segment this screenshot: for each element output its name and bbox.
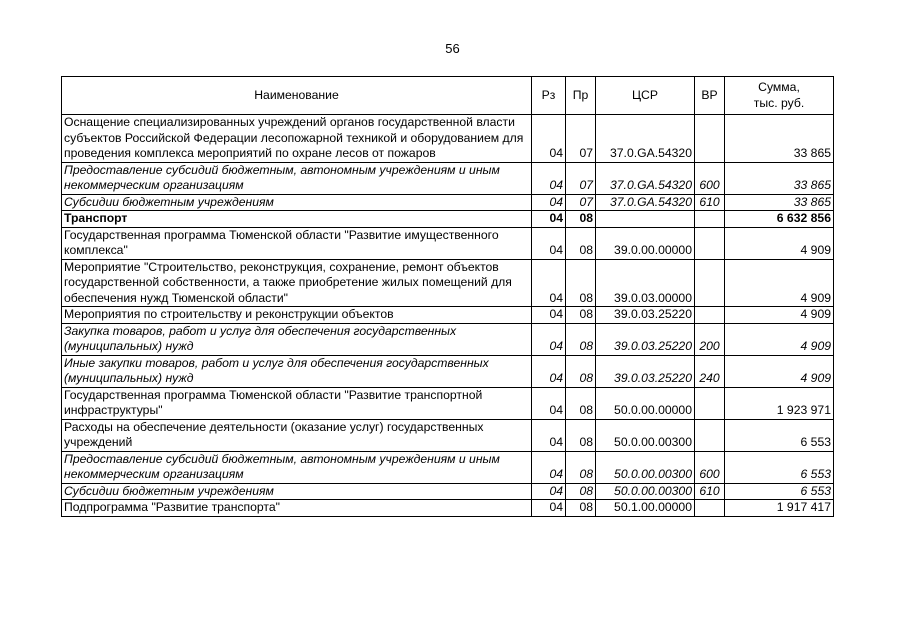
row-name: Транспорт bbox=[62, 211, 532, 228]
row-csr: 50.0.00.00300 bbox=[596, 419, 695, 451]
table-row bbox=[62, 227, 834, 259]
table-row bbox=[62, 500, 834, 517]
row-rz: 04 bbox=[532, 451, 566, 483]
row-vr bbox=[695, 115, 725, 163]
row-pr: 07 bbox=[566, 115, 596, 163]
row-vr bbox=[695, 227, 725, 259]
table-row bbox=[62, 483, 834, 500]
row-vr: 600 bbox=[695, 451, 725, 483]
row-csr: 39.0.03.00000 bbox=[596, 259, 695, 307]
row-pr: 08 bbox=[566, 483, 596, 500]
table-row bbox=[62, 162, 834, 194]
row-sum: 33 865 bbox=[725, 115, 834, 163]
row-name: Подпрограмма "Развитие транспорта" bbox=[62, 500, 532, 517]
row-vr bbox=[695, 259, 725, 307]
row-csr: 39.0.03.25220 bbox=[596, 307, 695, 324]
row-rz: 04 bbox=[532, 194, 566, 211]
row-csr: 39.0.00.00000 bbox=[596, 227, 695, 259]
header-row bbox=[62, 77, 834, 115]
row-rz: 04 bbox=[532, 419, 566, 451]
row-name: Государственная программа Тюменской области "Развитие имущественного комплекса" bbox=[62, 227, 532, 259]
budget-table bbox=[61, 76, 834, 517]
row-csr: 50.0.00.00000 bbox=[596, 387, 695, 419]
row-csr bbox=[596, 211, 695, 228]
row-pr: 07 bbox=[566, 162, 596, 194]
table-row bbox=[62, 451, 834, 483]
row-name: Субсидии бюджетным учреждениям bbox=[62, 483, 532, 500]
row-pr: 08 bbox=[566, 259, 596, 307]
row-csr: 39.0.03.25220 bbox=[596, 355, 695, 387]
row-pr: 08 bbox=[566, 387, 596, 419]
row-sum: 4 909 bbox=[725, 307, 834, 324]
row-sum: 6 632 856 bbox=[725, 211, 834, 228]
page-number: 56 bbox=[445, 41, 460, 56]
row-csr: 50.0.00.00300 bbox=[596, 451, 695, 483]
row-name: Предоставление субсидий бюджетным, автономным учреждениям и иным некоммерческим организациям bbox=[62, 451, 532, 483]
row-name: Государственная программа Тюменской области "Развитие транспортной инфраструктуры" bbox=[62, 387, 532, 419]
header-vr: ВР bbox=[695, 77, 725, 115]
row-sum: 1 923 971 bbox=[725, 387, 834, 419]
row-vr bbox=[695, 500, 725, 517]
header-rz: Рз bbox=[532, 77, 566, 115]
row-name: Предоставление субсидий бюджетным, автономным учреждениям и иным некоммерческим организациям bbox=[62, 162, 532, 194]
row-pr: 08 bbox=[566, 227, 596, 259]
row-vr bbox=[695, 387, 725, 419]
row-pr: 08 bbox=[566, 211, 596, 228]
header-csr: ЦСР bbox=[596, 77, 695, 115]
header-pr: Пр bbox=[566, 77, 596, 115]
row-vr: 600 bbox=[695, 162, 725, 194]
header-sum: Сумма, тыс. руб. bbox=[725, 77, 834, 115]
row-rz: 04 bbox=[532, 323, 566, 355]
row-pr: 08 bbox=[566, 307, 596, 324]
row-pr: 08 bbox=[566, 500, 596, 517]
row-vr bbox=[695, 307, 725, 324]
table-row bbox=[62, 115, 834, 163]
row-name: Оснащение специализированных учреждений органов государственной власти субъектов Российской Федерации лесопожарной техникой и оборудованием для проведения комплекса мероприятий по охране лесов от пожаров bbox=[62, 115, 532, 163]
row-rz: 04 bbox=[532, 211, 566, 228]
row-pr: 08 bbox=[566, 451, 596, 483]
row-rz: 04 bbox=[532, 483, 566, 500]
row-name: Расходы на обеспечение деятельности (оказание услуг) государственных учреждений bbox=[62, 419, 532, 451]
row-rz: 04 bbox=[532, 355, 566, 387]
row-vr bbox=[695, 419, 725, 451]
row-name: Субсидии бюджетным учреждениям bbox=[62, 194, 532, 211]
row-name: Иные закупки товаров, работ и услуг для обеспечения государственных (муниципальных) нужд bbox=[62, 355, 532, 387]
table-row bbox=[62, 355, 834, 387]
row-rz: 04 bbox=[532, 307, 566, 324]
row-vr: 240 bbox=[695, 355, 725, 387]
row-rz: 04 bbox=[532, 387, 566, 419]
table-body bbox=[62, 115, 834, 517]
table-row bbox=[62, 387, 834, 419]
row-rz: 04 bbox=[532, 227, 566, 259]
row-rz: 04 bbox=[532, 259, 566, 307]
row-vr bbox=[695, 211, 725, 228]
row-rz: 04 bbox=[532, 162, 566, 194]
table-row bbox=[62, 307, 834, 324]
row-name: Мероприятия по строительству и реконструкции объектов bbox=[62, 307, 532, 324]
table-row bbox=[62, 419, 834, 451]
row-vr: 610 bbox=[695, 483, 725, 500]
row-pr: 08 bbox=[566, 355, 596, 387]
row-sum: 1 917 417 bbox=[725, 500, 834, 517]
row-name: Закупка товаров, работ и услуг для обеспечения государственных (муниципальных) нужд bbox=[62, 323, 532, 355]
table-row bbox=[62, 194, 834, 211]
row-name: Мероприятие "Строительство, реконструкция, сохранение, ремонт объектов государственной собственности, а также приобретение жилых помещений для обеспечения нужд Тюменской области" bbox=[62, 259, 532, 307]
row-rz: 04 bbox=[532, 500, 566, 517]
row-pr: 07 bbox=[566, 194, 596, 211]
row-sum: 4 909 bbox=[725, 259, 834, 307]
row-pr: 08 bbox=[566, 323, 596, 355]
row-csr: 50.1.00.00000 bbox=[596, 500, 695, 517]
row-vr: 200 bbox=[695, 323, 725, 355]
table-row bbox=[62, 259, 834, 307]
header-name: Наименование bbox=[62, 77, 532, 115]
row-vr: 610 bbox=[695, 194, 725, 211]
row-pr: 08 bbox=[566, 419, 596, 451]
row-csr: 50.0.00.00300 bbox=[596, 483, 695, 500]
row-sum: 6 553 bbox=[725, 483, 834, 500]
table-row bbox=[62, 323, 834, 355]
row-sum: 4 909 bbox=[725, 227, 834, 259]
row-sum: 33 865 bbox=[725, 194, 834, 211]
row-csr: 37.0.GA.54320 bbox=[596, 194, 695, 211]
row-sum: 4 909 bbox=[725, 355, 834, 387]
row-rz: 04 bbox=[532, 115, 566, 163]
table-row bbox=[62, 211, 834, 228]
row-sum: 33 865 bbox=[725, 162, 834, 194]
row-csr: 37.0.GA.54320 bbox=[596, 162, 695, 194]
row-sum: 6 553 bbox=[725, 419, 834, 451]
row-csr: 39.0.03.25220 bbox=[596, 323, 695, 355]
row-sum: 4 909 bbox=[725, 323, 834, 355]
row-csr: 37.0.GA.54320 bbox=[596, 115, 695, 163]
row-sum: 6 553 bbox=[725, 451, 834, 483]
